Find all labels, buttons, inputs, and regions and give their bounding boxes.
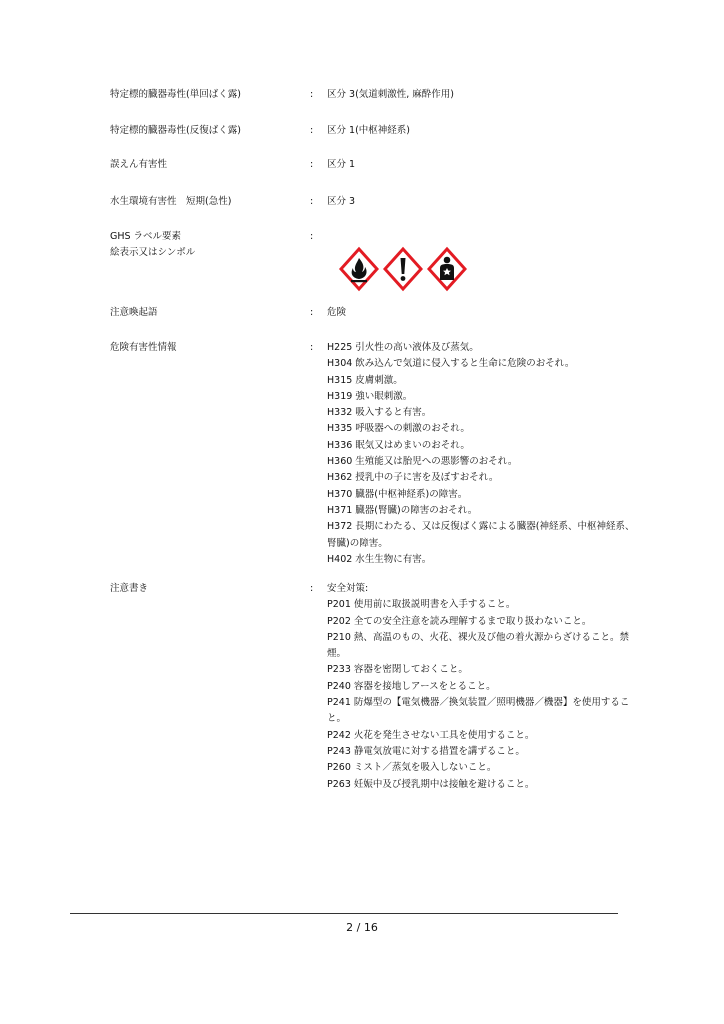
flame-pictogram-icon [339, 245, 379, 293]
field-label [110, 229, 305, 262]
precaution-statement: P263 妊娠中及び授乳期中は接触を避けること。 [327, 778, 535, 790]
precaution-statement: P210 熱、高温のもの、火花、裸火及び他の着火源からざけること。禁煙。 [327, 631, 630, 660]
exclamation-pictogram-icon [383, 245, 423, 293]
precaution-statement: P202 全ての安全注意を読み理解するまで取り扱わないこと。 [327, 615, 592, 627]
health-hazard-pictogram-icon [427, 245, 467, 293]
colon: : [310, 307, 314, 318]
hazard-statement: H319 強い眼刺激。 [327, 390, 413, 402]
precaution-statement: P260 ミスト／蒸気を吸入しないこと。 [327, 762, 497, 774]
footer-divider [70, 913, 618, 914]
precaution-statement: P240 容器を接地しアースをとること。 [327, 680, 496, 692]
hazard-statement: H370 臓器(中枢神経系)の障害。 [327, 488, 468, 500]
field-label: 水生環境有害性 短期(急性) [110, 196, 232, 207]
precaution-statement: P243 静電気放電に対する措置を講ずること。 [327, 745, 525, 757]
hazard-statement: H402 水生生物に有害。 [327, 553, 432, 565]
colon: : [310, 583, 314, 594]
precaution-statement: P233 容器を密閉しておくこと。 [327, 664, 468, 676]
field-value: 区分 1 [327, 159, 356, 170]
field-label: 注意喚起語 [110, 307, 158, 318]
hazard-statement: H315 皮膚刺激。 [327, 374, 403, 386]
hazard-statement: H336 眠気又はめまいのおそれ。 [327, 439, 470, 451]
hazard-statement: H360 生殖能又は胎児への悪影響のおそれ。 [327, 456, 518, 468]
hazard-statement: H362 授乳中の子に害を及ぼすおそれ。 [327, 472, 499, 484]
colon: : [310, 159, 314, 170]
signal-word: 危険 [327, 307, 347, 318]
precaution-heading: 安全対策: [327, 583, 369, 594]
field-label: 特定標的臓器毒性(単回ばく露) [110, 89, 241, 100]
hazard-statement: H225 引火性の高い液体及び蒸気。 [327, 342, 479, 353]
field-label: 注意書き [110, 583, 149, 594]
precaution-statement: P242 火花を発生させない工具を使用すること。 [327, 729, 535, 741]
hazard-statement: H335 呼吸器への刺激のおそれ。 [327, 423, 470, 435]
field-value: 区分 3(気道刺激性, 麻酔作用) [327, 89, 455, 100]
label-line: 絵表示又はシンボル [110, 247, 196, 259]
hazard-statement: H372 長期にわたる、又は反復ばく露による臓器(神経系、中枢神経系、腎臓)の障害。 [327, 521, 635, 549]
page-number: 2 / 16 [346, 921, 378, 934]
hazard-statement-list [327, 340, 637, 568]
colon: : [310, 89, 314, 100]
precaution-list [327, 581, 637, 793]
field-label: 特定標的臓器毒性(反復ばく露) [110, 125, 241, 136]
colon: : [310, 196, 314, 207]
precaution-statement: P201 使用前に取扱説明書を入手すること。 [327, 599, 516, 611]
colon: : [310, 231, 314, 242]
field-label: 危険有害性情報 [110, 342, 177, 353]
colon: : [310, 125, 314, 136]
colon: : [310, 342, 314, 353]
hazard-statement: H371 臓器(腎臓)の障害のおそれ。 [327, 504, 478, 516]
hazard-statement: H332 吸入すると有害。 [327, 407, 432, 419]
ghs-pictograms [339, 245, 467, 293]
hazard-statement: H304 飲み込んで気道に侵入すると生命に危険のおそれ。 [327, 358, 575, 370]
label-line: GHS ラベル要素 [110, 231, 182, 242]
field-value: 区分 1(中枢神経系) [327, 125, 410, 136]
field-value: 区分 3 [327, 196, 356, 207]
field-label: 誤えん有害性 [110, 159, 168, 170]
precaution-statement: P241 防爆型の【電気機器／換気装置／照明機器／機器】を使用すること。 [327, 697, 630, 725]
